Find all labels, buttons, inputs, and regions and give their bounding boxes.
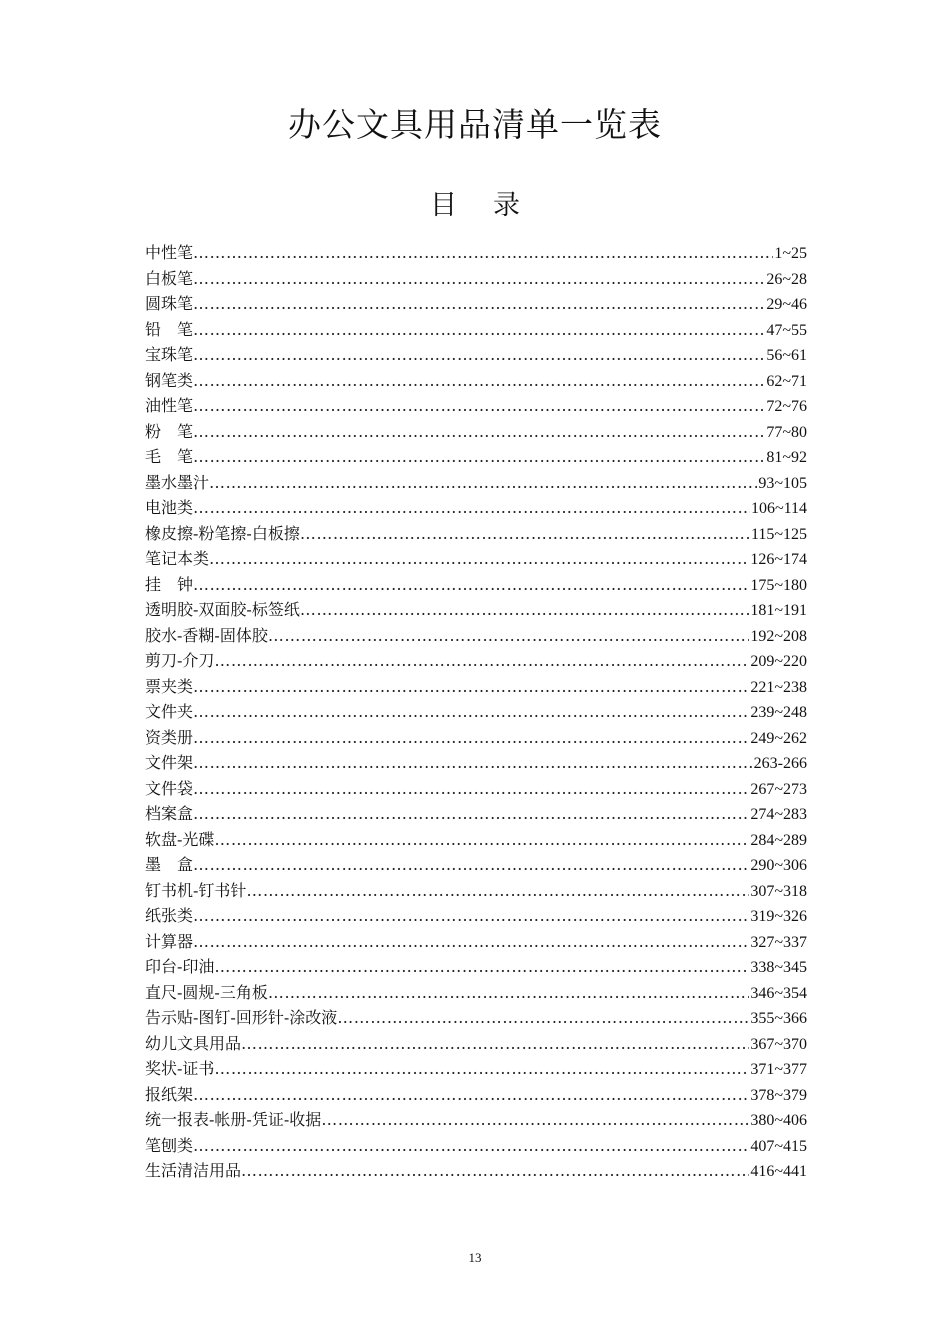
- toc-entry-pages: 380~406: [750, 1112, 807, 1129]
- toc-entry-label: 毛 笔: [145, 447, 194, 466]
- toc-entry-pages: 346~354: [750, 984, 807, 1002]
- toc-entry-label: 墨 盒: [145, 855, 194, 874]
- toc-entry-label: 中性笔: [145, 243, 194, 262]
- toc-entry-label: 资类册: [145, 727, 194, 747]
- toc-entry-leader: [193, 368, 765, 394]
- toc-entry: [145, 750, 807, 776]
- toc-entry-leader: [193, 699, 749, 725]
- toc-entry: [145, 1133, 807, 1159]
- toc-entry-leader: [193, 903, 749, 929]
- toc-entry-pages: 93~105: [758, 474, 807, 492]
- toc-entry-label: 宝珠笔: [145, 345, 194, 364]
- toc-entry-leader: [193, 572, 749, 598]
- toc-entry-pages: 175~180: [750, 576, 807, 594]
- toc-entry-label: 直尺-圆规-三角板: [145, 982, 268, 1002]
- toc-entry: [145, 572, 807, 598]
- toc-entry-leader: [193, 674, 749, 700]
- toc-entry-pages: 407~415: [750, 1137, 807, 1155]
- toc-entry-label: 油性笔: [145, 396, 194, 415]
- toc-entry: [145, 1082, 807, 1108]
- toc-entry-leader: [337, 1005, 749, 1031]
- toc-entry-leader: [214, 648, 749, 674]
- toc-entry: [145, 929, 807, 955]
- toc-entry: [145, 1031, 807, 1057]
- toc-entry-pages: 319~326: [750, 908, 807, 925]
- toc-entry-label: 报纸架: [145, 1084, 194, 1104]
- toc-entry-label: 圆珠笔: [145, 294, 194, 313]
- toc-entry: [145, 419, 807, 445]
- document-title: 办公文具用品清单一览表: [288, 105, 662, 144]
- toc-entry: [145, 470, 807, 496]
- toc-entry-pages: 56~61: [766, 347, 807, 364]
- toc-entry: [145, 291, 807, 317]
- toc-entry: [145, 725, 807, 751]
- toc-entry-label: 橡皮擦-粉笔擦-白板擦: [145, 523, 300, 543]
- toc-entry-leader: [241, 1031, 749, 1057]
- toc-entry: [145, 393, 807, 419]
- toc-entry-pages: 267~273: [750, 780, 807, 798]
- toc-entry-leader: [193, 852, 749, 878]
- toc-entry-label: 透明胶-双面胶-标签纸: [145, 600, 300, 619]
- toc-entry-label: 铅 笔: [145, 319, 194, 339]
- page-number: 13: [468, 1250, 482, 1265]
- toc-entry-label: 生活清洁用品: [145, 1161, 242, 1180]
- toc-entry-pages: 62~71: [766, 372, 807, 390]
- toc-entry-pages: 290~306: [750, 857, 807, 874]
- table-of-contents: [145, 240, 807, 1184]
- toc-entry: [145, 1158, 807, 1184]
- toc-entry-leader: [268, 980, 750, 1006]
- toc-entry: [145, 699, 807, 725]
- toc-entry-pages: 181~191: [750, 602, 807, 619]
- toc-entry-label: 白板笔: [145, 268, 194, 288]
- toc-entry: [145, 980, 807, 1006]
- toc-entry-leader: [193, 801, 749, 827]
- toc-entry-pages: 115~125: [750, 525, 807, 543]
- toc-entry-pages: 307~318: [750, 882, 807, 900]
- toc-entry: [145, 827, 807, 853]
- toc-entry: [145, 444, 807, 470]
- toc-entry-leader: [214, 1056, 749, 1082]
- toc-entry-leader: [193, 1082, 749, 1108]
- toc-entry: [145, 342, 807, 368]
- toc-entry-label: 文件夹: [145, 702, 194, 721]
- toc-entry-pages: 263-266: [753, 755, 807, 772]
- toc-entry-label: 票夹类: [145, 676, 194, 696]
- toc-entry-label: 钉书机-钉书针: [145, 880, 247, 900]
- toc-entry: [145, 776, 807, 802]
- toc-entry-leader: [193, 291, 765, 317]
- toc-entry-label: 软盘-光碟: [145, 829, 215, 849]
- toc-entry-pages: 192~208: [750, 627, 807, 645]
- toc-entry-leader: [193, 317, 765, 343]
- toc-entry: [145, 852, 807, 878]
- toc-entry-leader: [246, 878, 749, 904]
- toc-entry-leader: [300, 521, 750, 547]
- toc-entry-pages: 371~377: [750, 1061, 807, 1078]
- toc-entry-label: 挂 钟: [145, 574, 194, 594]
- toc-entry: [145, 1107, 807, 1133]
- toc-entry-leader: [209, 470, 757, 496]
- toc-entry-leader: [193, 342, 765, 368]
- toc-entry-label: 墨水墨汁: [145, 472, 210, 492]
- toc-entry-pages: 378~379: [750, 1086, 807, 1104]
- toc-entry-label: 印台-印油: [145, 957, 215, 976]
- toc-entry: [145, 1005, 807, 1031]
- toc-entry-leader: [193, 393, 765, 419]
- toc-entry-label: 粉 笔: [145, 421, 194, 441]
- toc-entry-pages: 29~46: [766, 296, 807, 313]
- toc-entry: [145, 903, 807, 929]
- toc-entry: [145, 597, 807, 623]
- toc-entry-pages: 274~283: [750, 806, 807, 823]
- toc-entry: [145, 1056, 807, 1082]
- toc-entry: [145, 495, 807, 521]
- toc-heading-char-1: 目: [430, 190, 457, 221]
- toc-entry-pages: 249~262: [750, 729, 807, 747]
- toc-entry-pages: 209~220: [750, 653, 807, 670]
- toc-entry: [145, 801, 807, 827]
- toc-entry: [145, 240, 807, 266]
- toc-entry-label: 电池类: [145, 498, 194, 517]
- toc-entry-label: 幼儿文具用品: [145, 1033, 242, 1053]
- toc-entry-pages: 26~28: [766, 270, 807, 288]
- toc-entry-pages: 221~238: [750, 678, 807, 696]
- toc-entry-pages: 338~345: [750, 959, 807, 976]
- toc-entry-pages: 1~25: [774, 245, 807, 262]
- toc-entry-pages: 47~55: [766, 321, 807, 339]
- toc-entry-pages: 72~76: [766, 398, 807, 415]
- toc-entry: [145, 954, 807, 980]
- toc-entry: [145, 266, 807, 292]
- toc-entry-pages: 327~337: [750, 933, 807, 951]
- toc-entry: [145, 623, 807, 649]
- toc-entry-label: 笔记本类: [145, 549, 210, 568]
- toc-entry-leader: [193, 1133, 749, 1159]
- toc-entry-leader: [193, 444, 765, 470]
- toc-entry: [145, 317, 807, 343]
- toc-entry: [145, 546, 807, 572]
- toc-entry-label: 纸张类: [145, 906, 194, 925]
- toc-entry-leader: [209, 546, 749, 572]
- toc-entry-label: 笔刨类: [145, 1135, 194, 1155]
- toc-heading-char-2: 录: [493, 190, 520, 221]
- toc-entry-pages: 355~366: [750, 1010, 807, 1027]
- toc-entry-label: 胶水-香糊-固体胶: [145, 625, 268, 645]
- toc-entry: [145, 878, 807, 904]
- toc-entry-leader: [193, 240, 773, 266]
- toc-entry: [145, 648, 807, 674]
- toc-entry-leader: [193, 750, 753, 776]
- toc-entry-pages: 126~174: [750, 551, 807, 568]
- toc-entry: [145, 368, 807, 394]
- toc-entry-label: 档案盒: [145, 804, 194, 823]
- toc-entry-leader: [193, 776, 749, 802]
- toc-entry: [145, 674, 807, 700]
- toc-entry-leader: [193, 929, 749, 955]
- toc-entry-pages: 367~370: [750, 1035, 807, 1053]
- toc-entry-pages: 77~80: [766, 423, 807, 441]
- toc-entry-label: 计算器: [145, 931, 194, 951]
- toc-heading: [0, 188, 950, 224]
- toc-entry-label: 文件袋: [145, 778, 194, 798]
- toc-entry-label: 奖状-证书: [145, 1059, 215, 1078]
- toc-entry-leader: [214, 827, 749, 853]
- toc-entry: [145, 521, 807, 547]
- toc-entry-label: 钢笔类: [145, 370, 194, 390]
- toc-entry-leader: [300, 597, 750, 623]
- toc-entry-pages: 416~441: [750, 1163, 807, 1180]
- toc-entry-pages: 81~92: [766, 449, 807, 466]
- toc-entry-leader: [321, 1107, 749, 1133]
- toc-entry-pages: 106~114: [750, 500, 807, 517]
- toc-entry-label: 文件架: [145, 753, 194, 772]
- toc-entry-leader: [193, 725, 749, 751]
- toc-entry-label: 统一报表-帐册-凭证-收据: [145, 1110, 322, 1129]
- toc-entry-leader: [241, 1158, 749, 1184]
- toc-entry-label: 剪刀-介刀: [145, 651, 215, 670]
- toc-entry-leader: [214, 954, 749, 980]
- toc-entry-leader: [193, 266, 765, 292]
- toc-entry-leader: [193, 419, 765, 445]
- toc-entry-label: 告示贴-图钉-回形针-涂改液: [145, 1008, 338, 1027]
- toc-entry-leader: [268, 623, 750, 649]
- toc-entry-pages: 239~248: [750, 704, 807, 721]
- toc-entry-pages: 284~289: [750, 831, 807, 849]
- toc-entry-leader: [193, 495, 750, 521]
